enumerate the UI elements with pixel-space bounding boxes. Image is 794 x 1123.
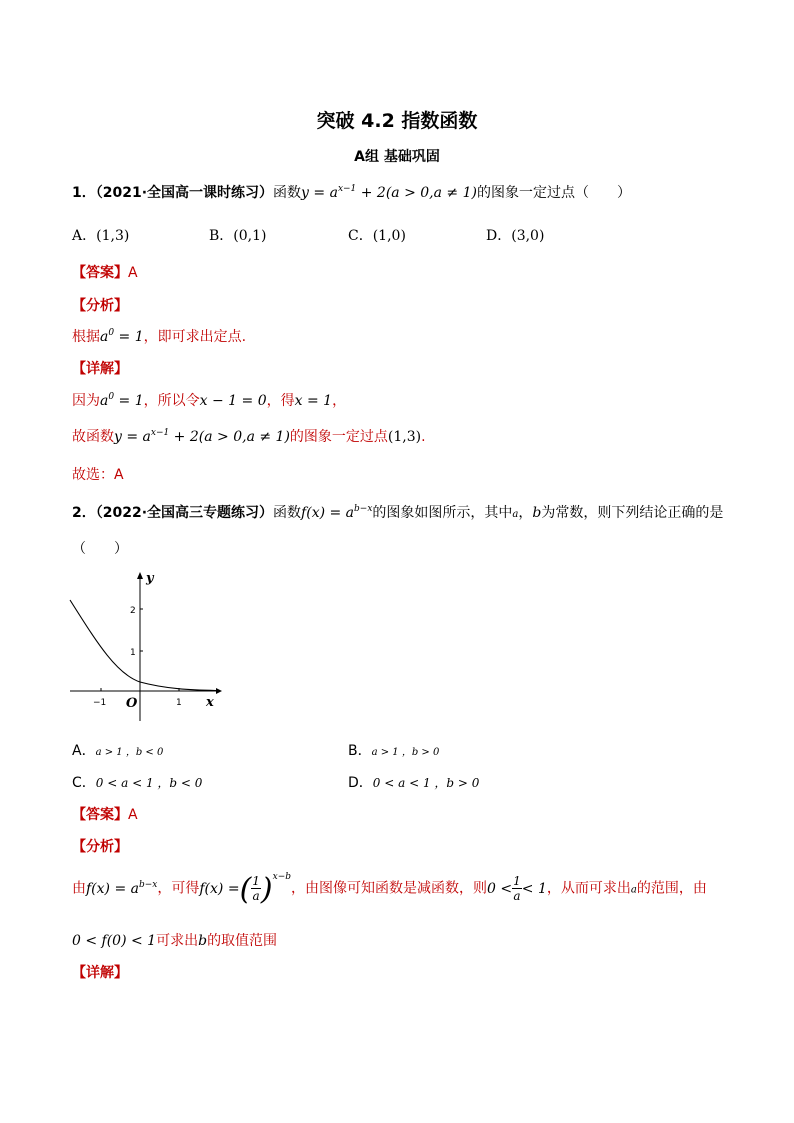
option-b[interactable]: B．(0,1) (209, 228, 267, 244)
choose-line: 故选：A (72, 467, 124, 483)
function-expression: $y = a^{x-1} + 2(a > 0,a \ne 1)$ (301, 184, 477, 201)
x-tick-label: 1 (176, 698, 182, 708)
y-axis-label: y (146, 571, 154, 586)
option-c[interactable]: C．(1,0) (348, 228, 406, 244)
detail-label: 【详解】 (72, 361, 128, 377)
option-c[interactable]: C．0 < a < 1 ，b < 0 (72, 775, 203, 791)
question-source: （2022·全国高三专题练习） (95, 505, 274, 521)
question-text: 函数 (273, 185, 302, 201)
y-tick-label: 2 (130, 606, 136, 616)
analysis-line-2: 0 < f(0) < 1可求出b的取值范围 (72, 933, 278, 949)
question-2-stem: 2．（2022·全国高三专题练习）函数$f(x) = a^{b-x}$的图象如图所示，其中a，b为常数，则下列结论正确的是 (72, 504, 724, 521)
detail-line-2: 故函数$y = a^{x-1} + 2(a > 0,a \ne 1)$的图象一定过点(1,3). (72, 428, 426, 445)
question-number: 1． (72, 185, 96, 201)
option-b[interactable]: B．a > 1 ，b > 0 (348, 743, 440, 759)
detail-label: 【详解】 (72, 965, 128, 981)
x-tick-label: −1 (93, 698, 107, 708)
analysis-line-1: 由$f(x) = a^{b-x}$，可得f(x) =( $\frac{1}{a}$ )$^{x-b}$，由图像可知函数是减函数，则0 < $\frac{1}{a}$ < 1，从而可求出a的范围，由 (72, 871, 707, 907)
option-d[interactable]: D．(3,0) (486, 228, 545, 244)
exponential-graph (66, 566, 226, 724)
answer-line: 【答案】A (72, 265, 138, 281)
detail-line-1: 因为$a^0 = 1$，所以令x − 1 = 0，得x = 1， (72, 392, 347, 409)
function-curve (70, 600, 216, 691)
answer-line: 【答案】A (72, 807, 138, 823)
section-heading: A组 基础巩固 (354, 149, 440, 165)
origin-label: O (126, 696, 138, 711)
option-a[interactable]: A．a > 1 ，b < 0 (72, 743, 164, 759)
question-1-stem (72, 182, 631, 202)
option-d[interactable]: D．0 < a < 1 ，b > 0 (348, 775, 480, 791)
x-axis-label: x (206, 695, 214, 710)
y-axis-arrow (137, 572, 143, 579)
analysis-text: 根据$a^0 = 1$，即可求出定点. (72, 328, 247, 345)
analysis-label: 【分析】 (72, 839, 128, 855)
analysis-label: 【分析】 (72, 298, 128, 314)
answer-paren: （ ） (72, 541, 128, 557)
question-number: 2． (72, 505, 96, 521)
question-text: 的图象一定过点（ ） (476, 185, 631, 201)
y-tick-label: 1 (130, 648, 136, 658)
x-axis-arrow (216, 688, 222, 694)
page-title: 突破 4.2 指数函数 (316, 110, 478, 132)
question-source: （2021·全国高一课时练习） (95, 185, 274, 201)
option-a[interactable]: A．(1,3) (72, 228, 130, 244)
